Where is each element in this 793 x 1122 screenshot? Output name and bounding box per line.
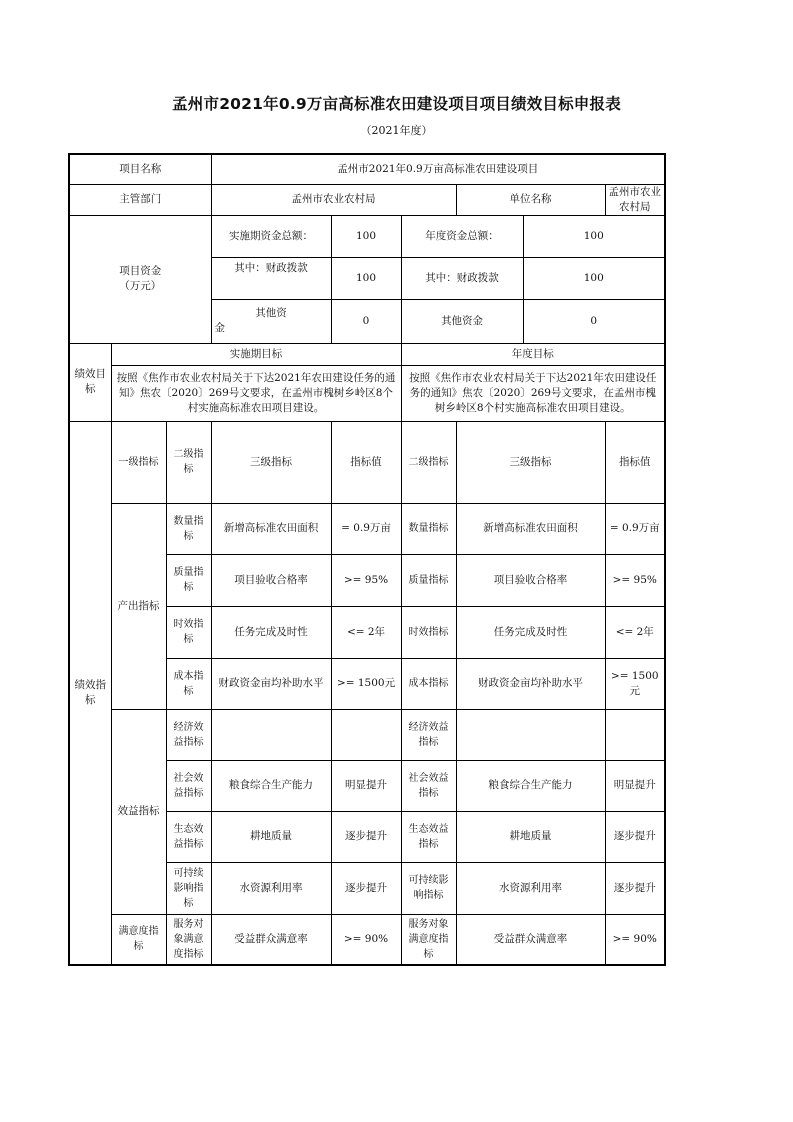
value-impl: >= 95% [331, 554, 401, 606]
level2-year: 社会效益指标 [401, 760, 456, 811]
year-fiscal-value: 100 [523, 257, 665, 299]
level3-year: 耕地质量 [456, 811, 605, 862]
row-indicator-header [69, 421, 665, 503]
value-impl [331, 709, 401, 760]
impl-other-value: 0 [331, 299, 401, 343]
header-value-impl: 指标值 [331, 421, 401, 503]
impl-other-label-top: 其他资 [255, 307, 287, 319]
impl-goal-text: 按照《焦作市农业农村局关于下达2021年农田建设任务的通知》焦农〔2020〕269号文要求，在孟州市槐树乡岭区8个村实施高标准农田项目建设。 [111, 365, 401, 421]
value-impl: 逐步提升 [331, 862, 401, 914]
project-name-value: 孟州市2021年0.9万亩高标准农田建设项目 [211, 154, 665, 184]
unit-name-label: 单位名称 [456, 184, 605, 215]
value-year: 逐步提升 [605, 862, 665, 914]
level3-year: 受益群众满意率 [456, 914, 605, 965]
category-output: 产出指标 [111, 503, 166, 709]
impl-other-label [211, 299, 331, 343]
header-level2-impl: 二级指标 [166, 421, 211, 503]
level3-impl: 耕地质量 [211, 811, 331, 862]
year-other-label: 其他资金 [401, 299, 523, 343]
level3-impl: 粮食综合生产能力 [211, 760, 331, 811]
level3-impl: 任务完成及时性 [211, 606, 331, 658]
level2-impl: 数量指标 [166, 503, 211, 554]
value-impl: 逐步提升 [331, 811, 401, 862]
goals-label: 绩效目标 [69, 343, 111, 421]
level3-year: 水资源利用率 [456, 862, 605, 914]
level3-year: 粮食综合生产能力 [456, 760, 605, 811]
level2-impl: 经济效益指标 [166, 709, 211, 760]
row-goals-text [69, 365, 665, 421]
indicators-label: 绩效指标 [69, 421, 111, 965]
impl-goal-header: 实施期目标 [111, 343, 401, 365]
funds-label: 项目资金 （万元） [69, 215, 211, 343]
level3-impl: 新增高标准农田面积 [211, 503, 331, 554]
level2-impl: 服务对象满意度指标 [166, 914, 211, 965]
header-level2-year: 二级指标 [401, 421, 456, 503]
level3-impl: 水资源利用率 [211, 862, 331, 914]
level2-impl: 社会效益指标 [166, 760, 211, 811]
value-year: <= 2年 [605, 606, 665, 658]
year-goal-text: 按照《焦作市农业农村局关于下达2021年农田建设任务的通知》焦农〔2020〕269号文要求，在孟州市槐树乡岭区8个村实施高标准农田项目建设。 [401, 365, 665, 421]
row-department [69, 184, 665, 215]
year-goal-header: 年度目标 [401, 343, 665, 365]
level2-year: 经济效益指标 [401, 709, 456, 760]
header-level1: 一级指标 [111, 421, 166, 503]
level2-impl: 质量指标 [166, 554, 211, 606]
level2-impl: 可持续影响指标 [166, 862, 211, 914]
level2-impl: 时效指标 [166, 606, 211, 658]
level3-impl: 项目验收合格率 [211, 554, 331, 606]
level3-year: 任务完成及时性 [456, 606, 605, 658]
level2-year: 成本指标 [401, 658, 456, 709]
level3-year: 新增高标准农田面积 [456, 503, 605, 554]
unit-name-value: 孟州市农业农村局 [605, 184, 665, 215]
year-total-label: 年度资金总额： [401, 215, 523, 257]
level3-year [456, 709, 605, 760]
row-funds-total [69, 215, 665, 257]
value-year: >= 95% [605, 554, 665, 606]
level3-year: 项目验收合格率 [456, 554, 605, 606]
level2-impl: 生态效益指标 [166, 811, 211, 862]
level2-year: 质量指标 [401, 554, 456, 606]
header-level3-year: 三级指标 [456, 421, 605, 503]
page-subtitle: （2021年度） [360, 124, 433, 137]
header-value-year: 指标值 [605, 421, 665, 503]
level3-impl [211, 709, 331, 760]
level2-year: 生态效益指标 [401, 811, 456, 862]
level3-impl: 财政资金亩均补助水平 [211, 658, 331, 709]
level2-year: 服务对象满意度指标 [401, 914, 456, 965]
category-benefit: 效益指标 [111, 709, 166, 914]
year-other-value: 0 [523, 299, 665, 343]
value-year: = 0.9万亩 [605, 503, 665, 554]
row-project-name [69, 154, 665, 184]
level3-year: 财政资金亩均补助水平 [456, 658, 605, 709]
impl-total-value: 100 [331, 215, 401, 257]
page-title: 孟州市2021年0.9万亩高标准农田建设项目项目绩效目标申报表 [172, 95, 621, 113]
level2-year: 数量指标 [401, 503, 456, 554]
level2-year: 可持续影响指标 [401, 862, 456, 914]
impl-fiscal-label: 其中：财政拨款 [211, 257, 331, 299]
impl-fiscal-value: 100 [331, 257, 401, 299]
level3-impl: 受益群众满意率 [211, 914, 331, 965]
value-year: 逐步提升 [605, 811, 665, 862]
value-year [605, 709, 665, 760]
dept-value: 孟州市农业农村局 [211, 184, 456, 215]
year-total-value: 100 [523, 215, 665, 257]
project-name-label: 项目名称 [69, 154, 211, 184]
performance-goal-table [68, 153, 666, 966]
value-year: 明显提升 [605, 760, 665, 811]
row-goals-header [69, 343, 665, 365]
header-level3-impl: 三级指标 [211, 421, 331, 503]
value-impl: <= 2年 [331, 606, 401, 658]
value-impl: = 0.9万亩 [331, 503, 401, 554]
value-impl: >= 1500元 [331, 658, 401, 709]
category-satisfaction: 满意度指标 [111, 914, 166, 965]
value-year: >= 90% [605, 914, 665, 965]
indicator-row [69, 709, 665, 760]
value-impl: >= 90% [331, 914, 401, 965]
indicator-row [69, 914, 665, 965]
year-fiscal-label: 其中：财政拨款 [401, 257, 523, 299]
impl-other-label-bottom: 金 [214, 322, 225, 334]
value-year: >= 1500元 [605, 658, 665, 709]
impl-total-label: 实施期资金总额： [211, 215, 331, 257]
dept-label: 主管部门 [69, 184, 211, 215]
value-impl: 明显提升 [331, 760, 401, 811]
level2-impl: 成本指标 [166, 658, 211, 709]
level2-year: 时效指标 [401, 606, 456, 658]
indicator-row [69, 503, 665, 554]
